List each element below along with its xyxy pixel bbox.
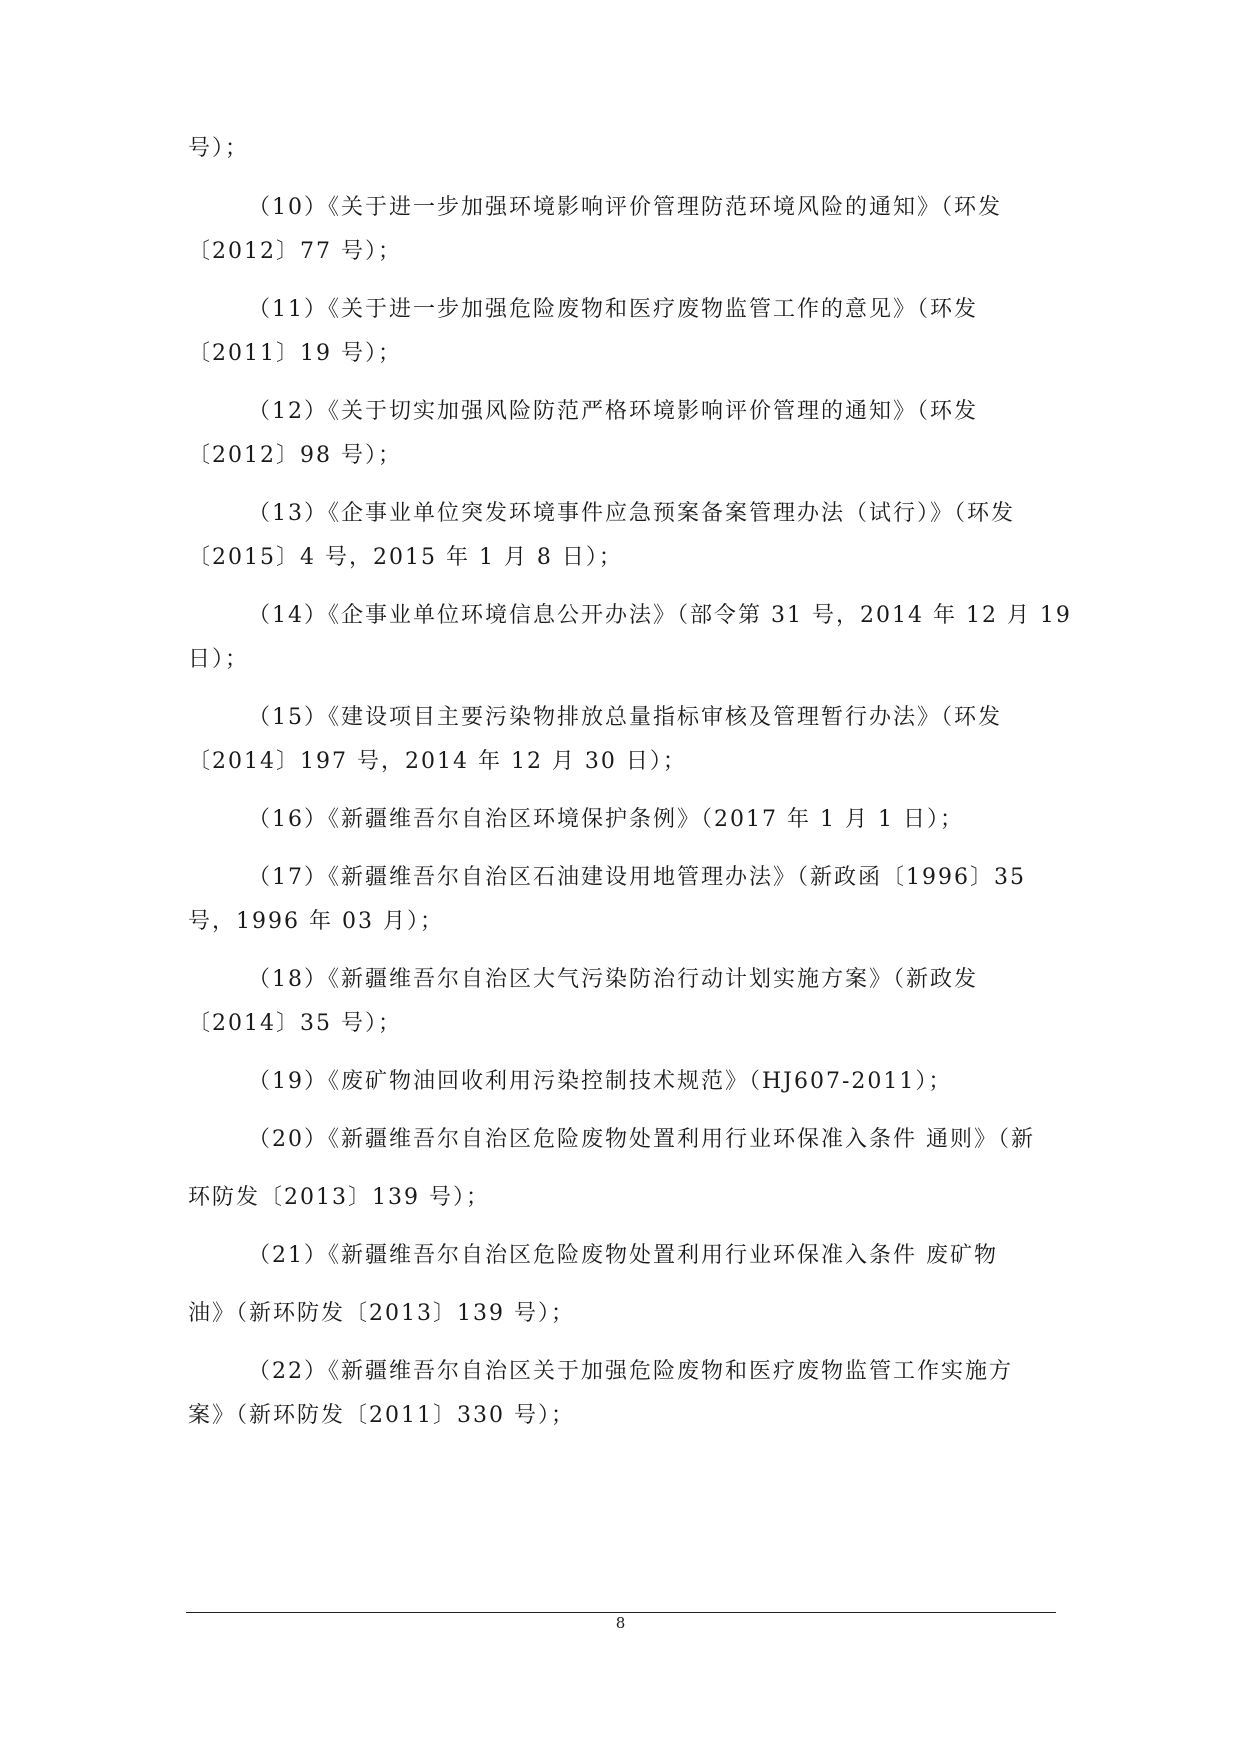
text-line-9: 〔2015〕4 号，2015 年 1 月 8 日）；: [188, 545, 623, 570]
text-line-1: 号）；: [188, 136, 250, 161]
text-line-5: 〔2011〕19 号）；: [188, 341, 402, 366]
text-line-4: （11）《关于进一步加强危险废物和医疗废物监管工作的意见》（环发: [248, 297, 978, 322]
text-line-7: 〔2012〕98 号）；: [188, 443, 402, 468]
text-line-2: （10）《关于进一步加强环境影响评价管理防范环境风险的通知》（环发: [248, 195, 1002, 220]
text-line-16: 号，1996 年 03 月）；: [188, 909, 444, 934]
text-line-19: （19）《废矿物油回收利用污染控制技术规范》（HJ607-2011）；: [248, 1069, 953, 1094]
text-line-10: （14）《企事业单位环境信息公开办法》（部令第 31 号，2014 年 12 月 19: [248, 603, 1072, 628]
text-line-13: 〔2014〕197 号，2014 年 12 月 30 日）；: [188, 749, 687, 774]
page-number: 8: [615, 1614, 626, 1632]
text-line-14: （16）《新疆维吾尔自治区环境保护条例》（2017 年 1 月 1 日）；: [248, 807, 964, 832]
text-line-20: （20）《新疆维吾尔自治区危险废物处置利用行业环保准入条件 通则》（新: [248, 1127, 1035, 1152]
text-line-24: （22）《新疆维吾尔自治区关于加强危险废物和医疗废物监管工作实施方: [248, 1359, 1013, 1384]
text-line-3: 〔2012〕77 号）；: [188, 239, 402, 264]
text-line-25: 案》（新环防发〔2011〕330 号）；: [188, 1403, 575, 1428]
text-line-23: 油》（新环防发〔2013〕139 号）；: [188, 1301, 575, 1326]
text-line-21: 环防发〔2013〕139 号）；: [188, 1185, 490, 1210]
text-line-8: （13）《企事业单位突发环境事件应急预案备案管理办法（试行）》（环发: [248, 501, 1015, 526]
text-line-15: （17）《新疆维吾尔自治区石油建设用地管理办法》（新政函〔1996〕35: [248, 865, 1026, 890]
text-line-12: （15）《建设项目主要污染物排放总量指标审核及管理暂行办法》（环发: [248, 705, 1002, 730]
text-line-18: 〔2014〕35 号）；: [188, 1011, 402, 1036]
text-line-11: 日）；: [188, 647, 250, 672]
text-line-6: （12）《关于切实加强风险防范严格环境影响评价管理的通知》（环发: [248, 399, 978, 424]
text-line-22: （21）《新疆维吾尔自治区危险废物处置利用行业环保准入条件 废矿物: [248, 1243, 998, 1268]
text-line-17: （18）《新疆维吾尔自治区大气污染防治行动计划实施方案》（新政发: [248, 967, 978, 992]
